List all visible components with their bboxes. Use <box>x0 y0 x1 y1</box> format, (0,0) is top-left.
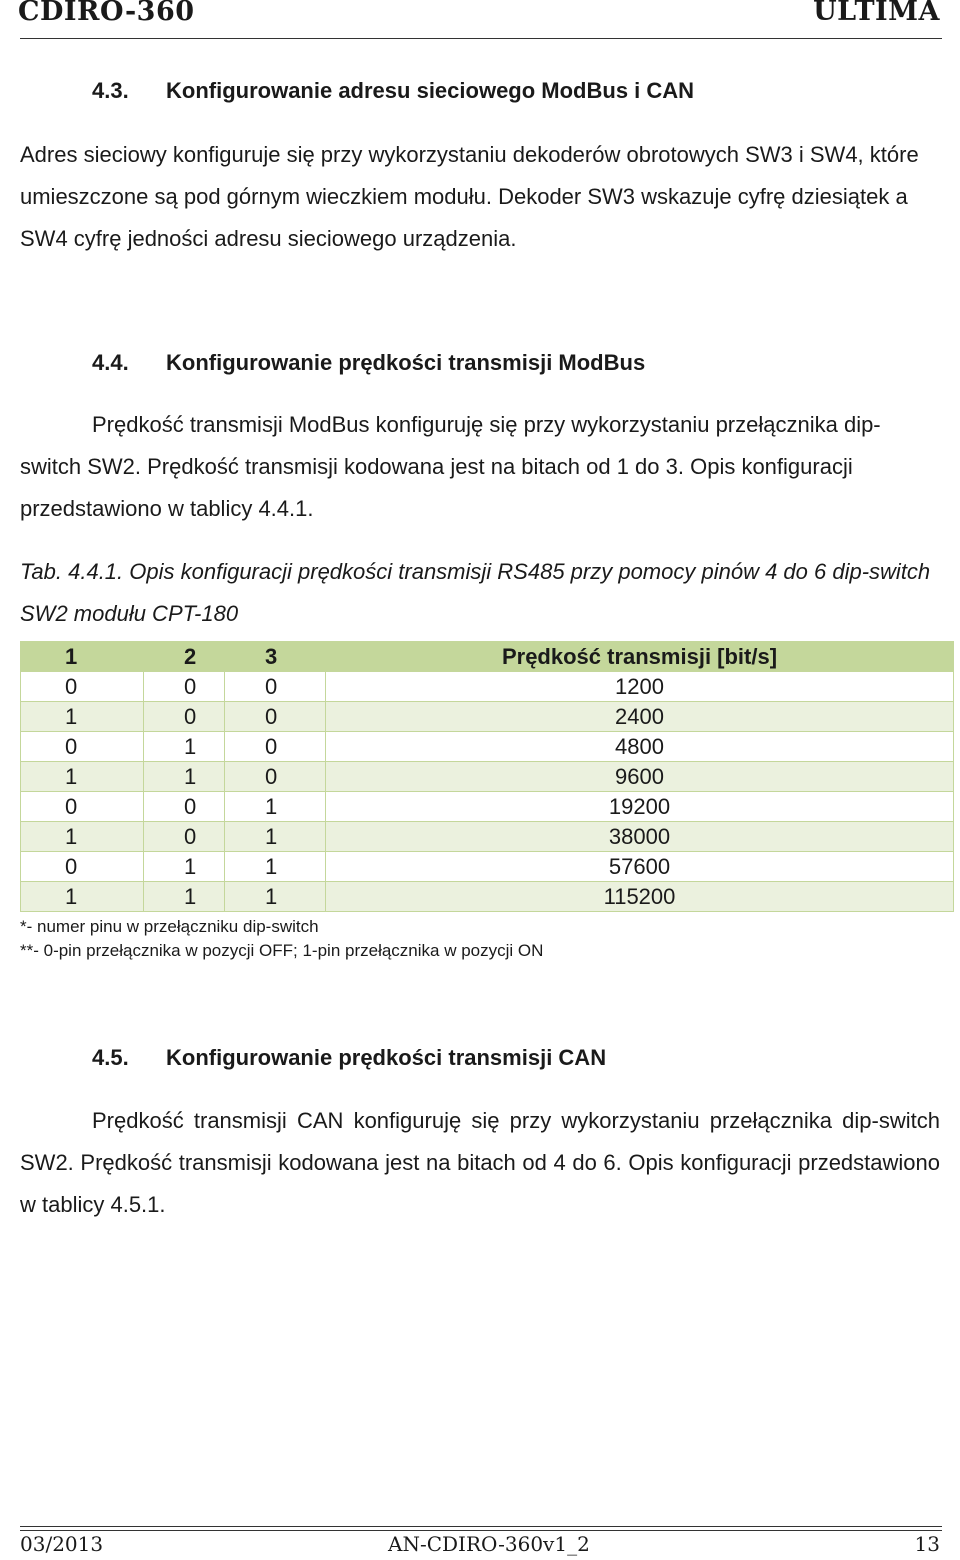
table-cell: 1 <box>21 822 144 852</box>
table-cell: 0 <box>144 702 225 732</box>
paragraph-text: Prędkość transmisji CAN konfiguruję się przy wykorzystaniu przełącznika dip-switch SW2. Prędkość transmisji kodowana jest na bitach od 4 do 6. Opis konfiguracji przedstawiono w tablicy 4.5.1. <box>20 1108 940 1217</box>
table-cell: 1200 <box>326 672 954 702</box>
paragraph-text: Prędkość transmisji ModBus konfiguruję się przy wykorzystaniu przełącznika dip-switch SW2. Prędkość transmisji kodowana jest na bitach od 1 do 3. Opis konfiguracji przedstawiono w tablicy 4.4.1. <box>20 412 881 521</box>
table-header-row <box>21 642 954 672</box>
table-cell: 19200 <box>326 792 954 822</box>
table-cell: 1 <box>144 762 225 792</box>
section-number: 4.5. <box>92 1045 129 1070</box>
table-cell: 1 <box>144 882 225 912</box>
table-cell: 0 <box>21 672 144 702</box>
table-cell: 1 <box>144 852 225 882</box>
header-rule <box>20 38 942 39</box>
table-row <box>21 762 954 792</box>
column-header: 3 <box>225 642 326 672</box>
table-cell: 1 <box>225 792 326 822</box>
section-number: 4.4. <box>92 350 129 375</box>
baud-rate-table <box>20 641 954 912</box>
section-4-5-paragraph <box>20 1100 940 1226</box>
section-title: Konfigurowanie prędkości transmisji ModBus <box>166 350 646 375</box>
table-cell: 2400 <box>326 702 954 732</box>
table-caption: Tab. 4.4.1. Opis konfiguracji prędkości transmisji RS485 przy pomocy pinów 4 do 6 dip-switch SW2 modułu CPT-180 <box>20 559 931 626</box>
table-cell: 0 <box>21 732 144 762</box>
table-cell: 0 <box>21 852 144 882</box>
section-4-4-paragraph <box>20 404 940 530</box>
section-4-3-heading <box>92 78 694 104</box>
table-cell: 4800 <box>326 732 954 762</box>
footer-date: 03/2013 <box>20 1532 104 1556</box>
table-cell: 0 <box>21 792 144 822</box>
table-cell: 1 <box>21 702 144 732</box>
column-header: Prędkość transmisji [bit/s] <box>326 642 954 672</box>
table-row <box>21 702 954 732</box>
table-cell: 0 <box>144 822 225 852</box>
section-4-5-heading <box>92 1045 606 1071</box>
table-row <box>21 732 954 762</box>
section-4-4-heading <box>92 350 645 376</box>
table-cell: 1 <box>225 822 326 852</box>
column-header: 1 <box>21 642 144 672</box>
table-note-pin-state: **- 0-pin przełącznika w pozycji OFF; 1-pin przełącznika w pozycji ON <box>20 941 544 960</box>
table-cell: 0 <box>144 672 225 702</box>
footer-page-number: 13 <box>914 1532 940 1556</box>
table-cell: 0 <box>144 792 225 822</box>
table-row <box>21 822 954 852</box>
table-row <box>21 672 954 702</box>
table-cell: 115200 <box>326 882 954 912</box>
table-cell: 1 <box>144 732 225 762</box>
table-cell: 0 <box>225 672 326 702</box>
section-4-3-paragraph <box>20 134 940 260</box>
footer-rule-thick <box>20 1530 942 1531</box>
table-cell: 1 <box>225 852 326 882</box>
table-cell: 1 <box>21 762 144 792</box>
paragraph-text: Adres sieciowy konfiguruje się przy wykorzystaniu dekoderów obrotowych SW3 i SW4, które umieszczone są pod górnym wieczkiem modułu. Dekoder SW3 wskazuje cyfrę dziesiątek a SW4 cyfrę jedności adresu sieciowego urządzenia. <box>20 142 919 251</box>
header-product: CDIRO-360 <box>18 0 195 27</box>
table-cell: 0 <box>225 732 326 762</box>
table-cell: 9600 <box>326 762 954 792</box>
section-title: Konfigurowanie adresu sieciowego ModBus i CAN <box>166 78 695 103</box>
table-cell: 0 <box>225 762 326 792</box>
section-number: 4.3. <box>92 78 129 103</box>
table-cell: 57600 <box>326 852 954 882</box>
column-header: 2 <box>144 642 225 672</box>
table-cell: 1 <box>21 882 144 912</box>
table-row <box>21 792 954 822</box>
footer-document-id: AN-CDIRO-360v1_2 <box>388 1532 590 1556</box>
table-cell: 38000 <box>326 822 954 852</box>
table-cell: 0 <box>225 702 326 732</box>
table-cell: 1 <box>225 882 326 912</box>
table-note-pin-number: *- numer pinu w przełączniku dip-switch <box>20 917 319 936</box>
footer-rule <box>20 1526 942 1527</box>
header-brand: ULTIMA <box>813 0 940 27</box>
table-row <box>21 882 954 912</box>
section-title: Konfigurowanie prędkości transmisji CAN <box>166 1045 607 1070</box>
table-row <box>21 852 954 882</box>
